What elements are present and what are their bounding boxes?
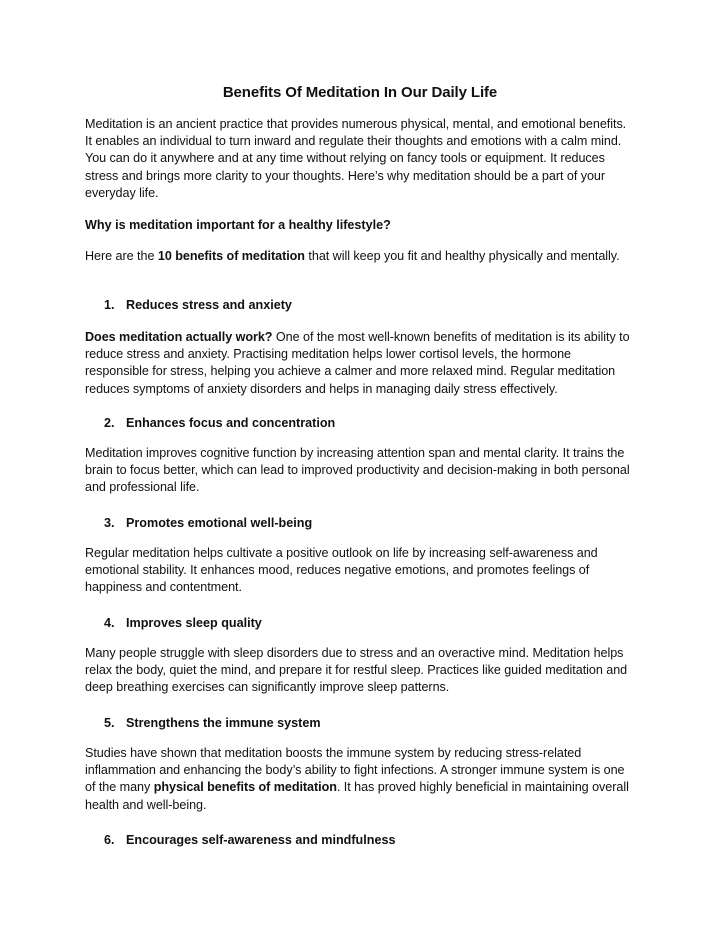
section-2-heading	[104, 416, 335, 430]
section-3-heading	[104, 516, 312, 530]
lead-text-before: Here are the	[85, 249, 158, 263]
section-4-title: Improves sleep quality	[126, 616, 262, 630]
section-3-number: 3.	[104, 516, 115, 530]
section-5-paragraph	[85, 745, 630, 814]
section-1-heading	[104, 298, 292, 312]
lead-text-after: that will keep you fit and healthy physically and mentally.	[304, 249, 620, 263]
section-1-number: 1.	[104, 298, 115, 312]
section-1-text: One of the most well-known benefits of meditation is its ability to reduce stress and anxiety. Practising meditation helps lower cortisol levels, the hormone responsible for stress, helping you achieve a calmer and more relaxed mind. Regular meditation reduces symptoms of anxiety disorders and helps in managing daily stress effectively.	[85, 330, 630, 396]
section-6-title: Encourages self-awareness and mindfulness	[126, 833, 396, 847]
section-1-title: Reduces stress and anxiety	[126, 298, 292, 312]
section-3-paragraph: Regular meditation helps cultivate a positive outlook on life by increasing self-awareness and emotional stability. It enhances mood, reduces negative emotions, and promotes feelings of happiness and contentment.	[85, 546, 598, 595]
lead-paragraph	[85, 248, 630, 265]
section-4-paragraph: Many people struggle with sleep disorders due to stress and an overactive mind. Meditation helps relax the body, quiet the mind, and prepare it for restful sleep. Practices like guided meditation and deep breathing exercises can significantly improve sleep patterns.	[85, 646, 628, 695]
section-5-text-bold: physical benefits of meditation	[153, 780, 337, 795]
section-3-title: Promotes emotional well-being	[126, 516, 313, 530]
section-2-paragraph: Meditation improves cognitive function by increasing attention span and mental clarity. It trains the brain to focus better, which can lead to improved productivity and decision-making in both personal and professional life.	[85, 446, 630, 495]
section-4-heading	[104, 616, 262, 630]
section-5-text-after: . It has proved highly beneficial in maintaining overall health and well-being.	[85, 780, 629, 812]
section-5-heading	[104, 716, 321, 730]
section-5-number: 5.	[104, 716, 115, 730]
section-6-number: 6.	[104, 833, 115, 847]
document-title: Benefits Of Meditation In Our Daily Life	[222, 84, 498, 101]
section-1-paragraph	[85, 329, 630, 398]
lead-text-bold: 10 benefits of meditation	[157, 249, 305, 263]
intro-paragraph: Meditation is an ancient practice that provides numerous physical, mental, and emotional benefits. It enables an individual to turn inward and regulate their thoughts and emotions with a calm mind. You can do it anywhere and at any time without relying on fancy tools or equipment. It reduces stress and brings more clarity to your thoughts. Here’s why meditation should be a part of your everyday life.	[85, 117, 627, 200]
section-6-heading	[104, 833, 395, 847]
section-subheading: Why is meditation important for a healthy lifestyle?	[85, 218, 391, 232]
section-4-number: 4.	[104, 616, 115, 630]
section-5-title: Strengthens the immune system	[126, 716, 321, 730]
section-5-text-before: Studies have shown that meditation boosts the immune system by reducing stress-related inflammation and enhancing the body’s ability to fight infections. A stronger immune system is one of the many	[85, 746, 625, 795]
section-2-number: 2.	[104, 416, 115, 430]
section-2-title: Enhances focus and concentration	[126, 416, 336, 430]
section-1-lead-bold: Does meditation actually work?	[85, 330, 273, 344]
